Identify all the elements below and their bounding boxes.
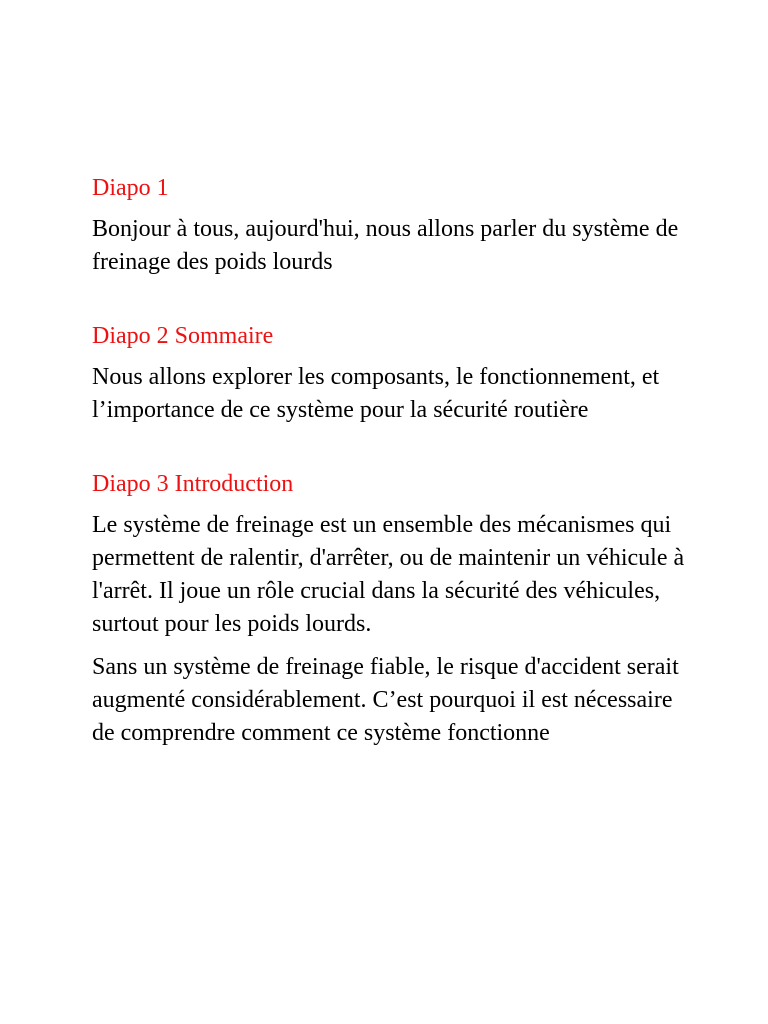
section-paragraph: Le système de freinage est un ensemble des mécanismes qui permettent de ralentir, d'arrêter, ou de maintenir un véhicule à l'arrêt. Il joue un rôle crucial dans la sécurité des véhicules, surtout pour les poids lourds.	[92, 512, 685, 637]
slide-section-1	[92, 172, 692, 279]
section-paragraph: Nous allons explorer les composants, le fonctionnement, et l’importance de ce système pour la sécurité routière	[92, 364, 660, 423]
section-paragraph: Sans un système de freinage fiable, le risque d'accident serait augmenté considérablement. C’est pourquoi il est nécessaire de comprendre comment ce système fonctionne	[92, 654, 679, 746]
section-heading: Diapo 2 Sommaire	[92, 323, 274, 349]
slide-section-3	[92, 468, 692, 750]
document-content	[92, 172, 692, 760]
section-heading: Diapo 3 Introduction	[92, 471, 294, 497]
section-heading: Diapo 1	[92, 175, 169, 201]
section-paragraph: Bonjour à tous, aujourd'hui, nous allons parler du système de freinage des poids lourds	[92, 216, 679, 275]
slide-section-2	[92, 320, 692, 427]
